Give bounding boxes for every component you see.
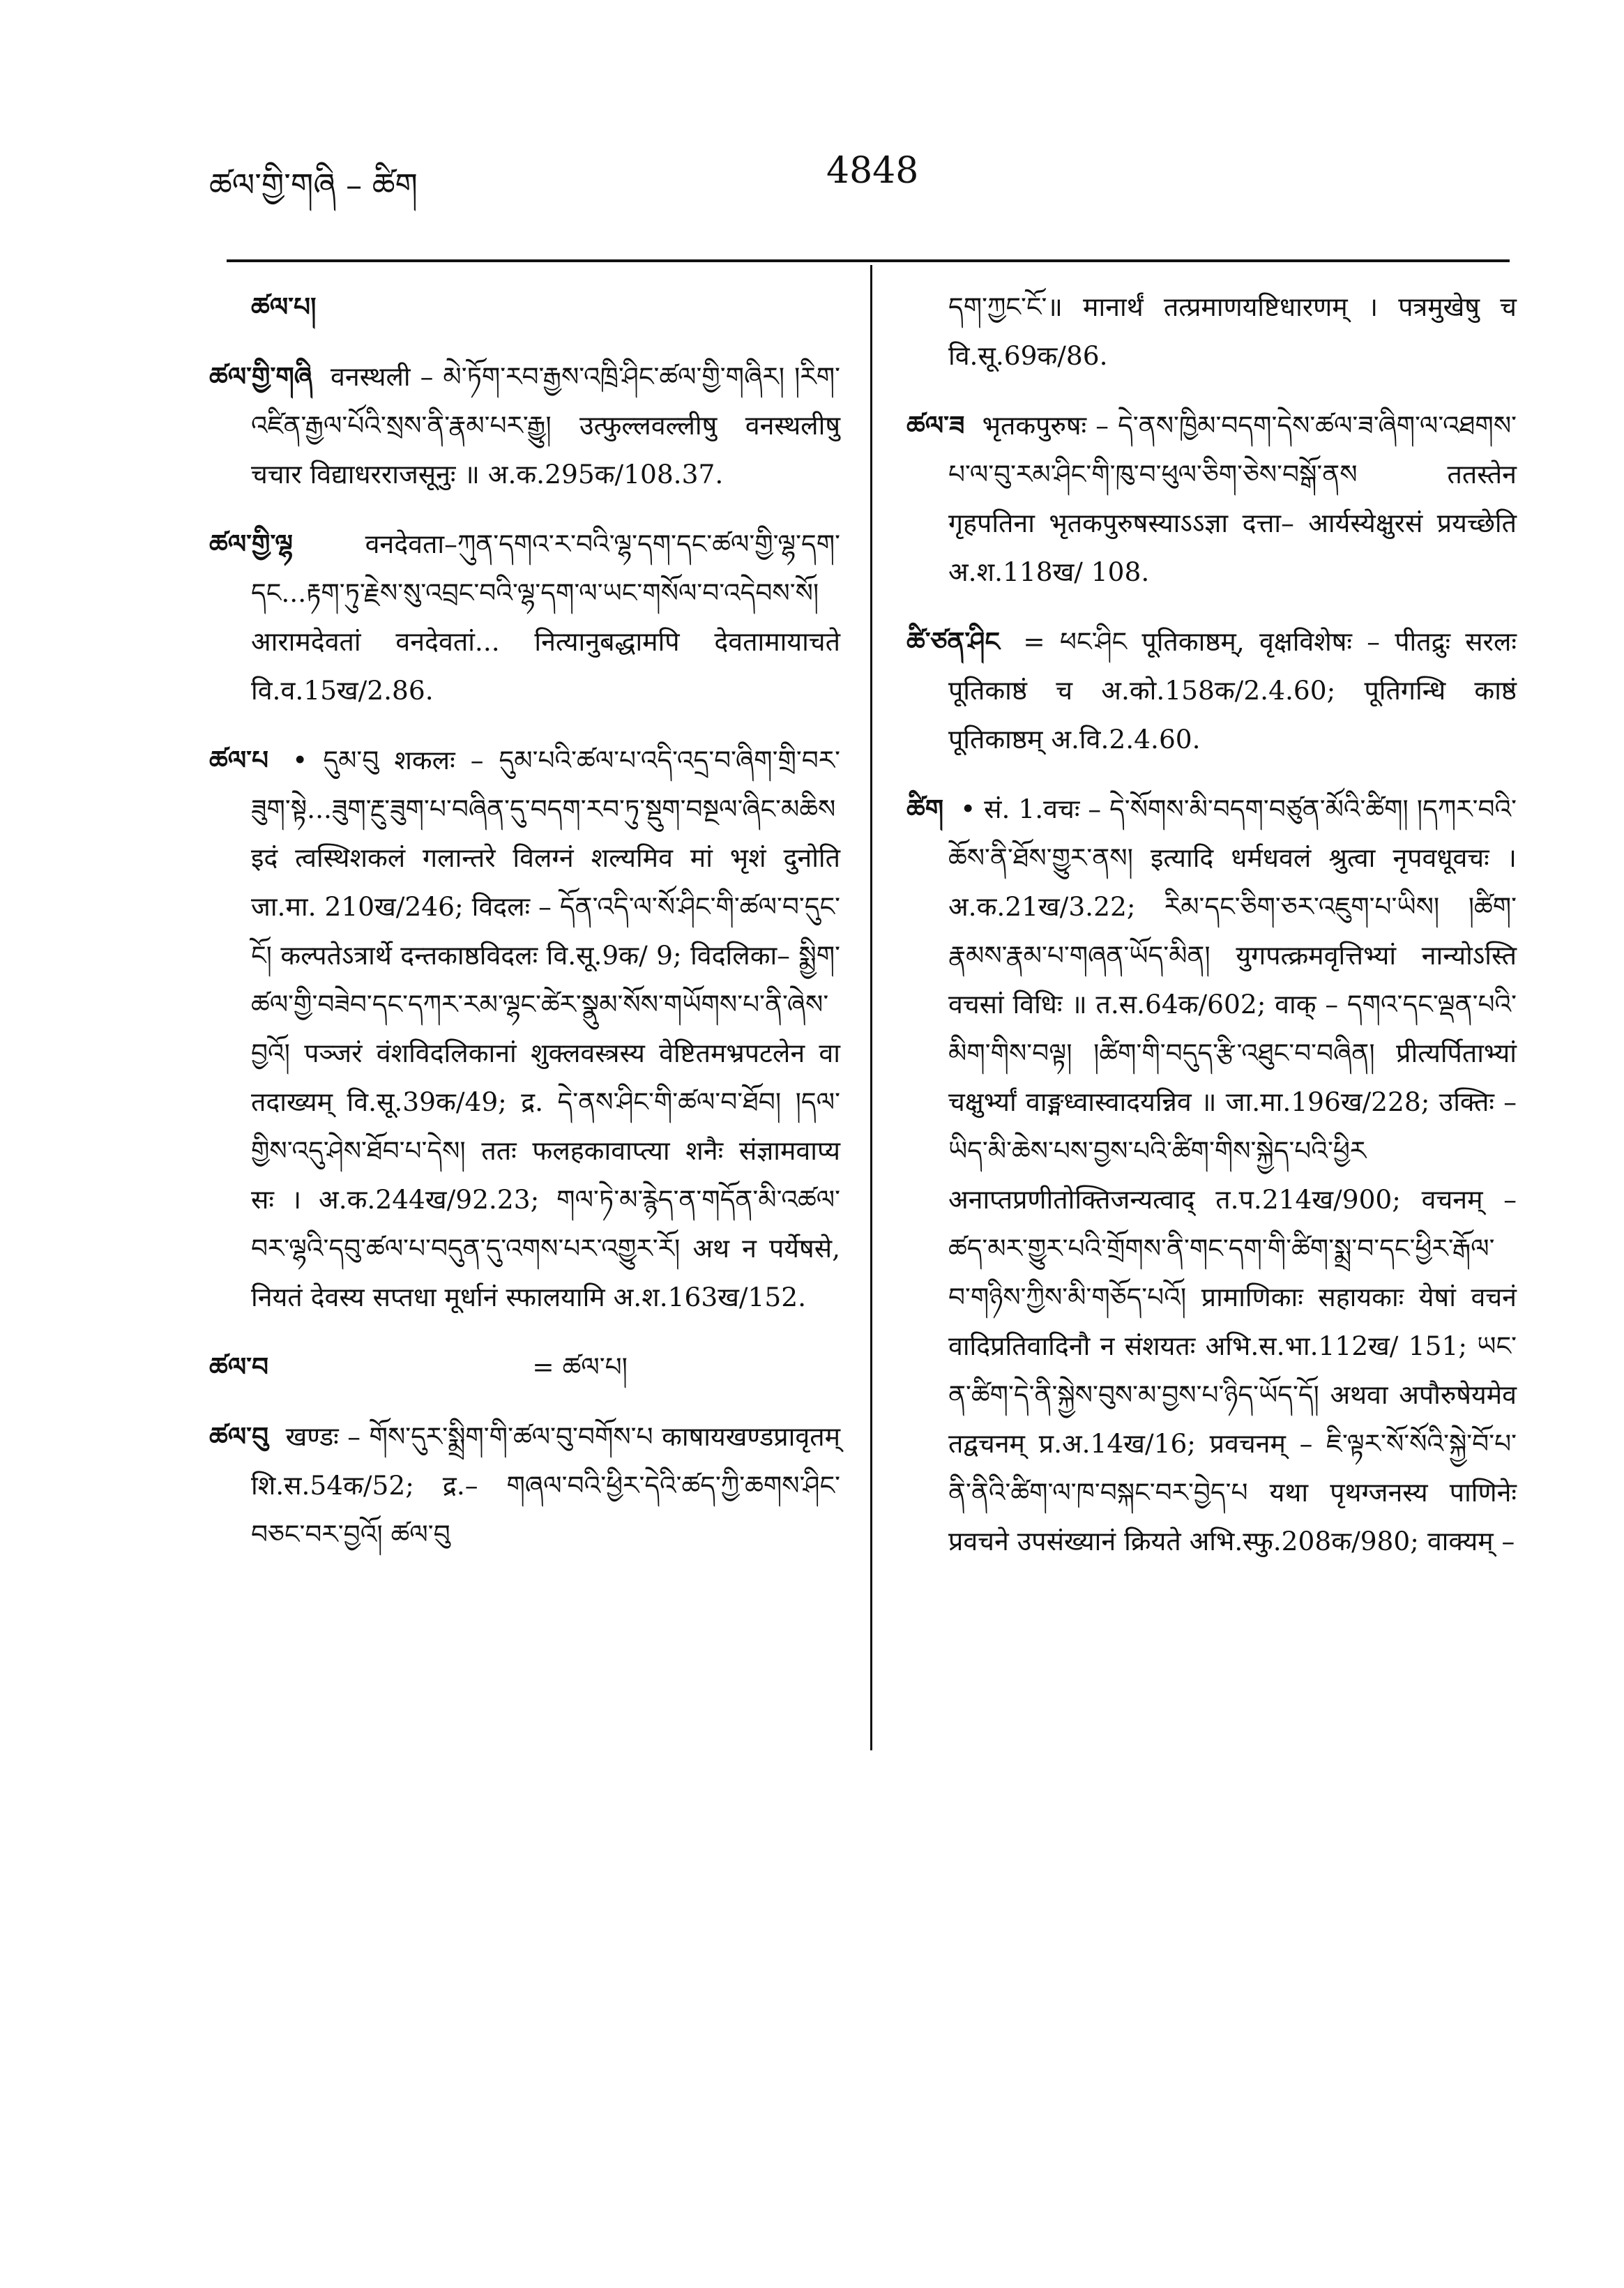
entry-headword: ཚལ་གྱི་ལྷ (209, 529, 293, 559)
dictionary-entry (906, 785, 1517, 1566)
entry-headword: ཚིག (906, 794, 944, 824)
entry-headword: ཚལ་པ། (251, 291, 317, 322)
entry-cross-reference: = ཚལ་པ། (532, 1351, 628, 1382)
dictionary-entry (209, 282, 840, 331)
entry-body: वनदेवता–ཀུན་དགའ་ར་བའི་ལྷ་དག་དང་ཚལ་གྱི་ལྷ་དག་དང...རྟག་ཏུ་རྗེས་སུ་འབྲང་བའི་ལྷ་དག་ལ་ཡང་གསོལ་བ་འདེབས་སོ། आरामदेवतां वनदेवतां... नित्यानुबद्धामपि देवतामायाचते वि.व.15ख/2.86. (251, 529, 840, 706)
entry-body: • དུམ་བུ शकलः – དུམ་པའི་ཚལ་པ་འདི་འདྲ་བ་ཞིག་གྲི་བར་ཟུག་སྟེ...ཟུག་རྔུ་ཟུག་པ་བཞིན་དུ་བདག་རབ་ཏུ་སྡུག་བསྔལ་ཞིང་མཆིས इदं त्वस्थिशकलं गलान्तरे विलग्नं शल्यमिव मां भृशं दुनोति जा.मा. 210ख/246; विदलः – དོན་འདི་ལ་སོ་ཤིང་གི་ཚལ་བ་དུང་ངོ། कल्पतेऽत्रार्थे दन्तकाष्ठविदलः वि.सू.9क/ 9; विदलिका– སྨྱིག་ཚལ་གྱི་བཟེབ་དང་དཀར་རམ་ལྷང་ཚེར་སྣུམ་སོས་གཡོགས་པ་ནི་ཞེས་བྱའོ། पञ्जरं वंशविदलिकानां शुक्लवस्त्रस्य वेष्टितमभ्रपटलेन वा तदाख्यम् वि.सू.39क/49; द्र. དེ་ནས་ཤིང་གི་ཚལ་བ་ཐོབ། །དལ་གྱིས་འདུ་ཤེས་ཐོབ་པ་དེས། ततः फलहकावाप्त्या शनैः संज्ञामवाप्य सः । अ.क.244ख/92.23; གལ་ཏེ་མ་རྙེད་ན་གདོན་མི་འཚལ་བར་ལྷའི་དབུ་ཚལ་པ་བདུན་དུ་འགས་པར་འགྱུར་རོ། अथ न पर्येषसे, नियतं देवस्य सप्तधा मूर्धानं स्फालयामि अ.श.163ख/152. (251, 745, 841, 1312)
page-number: 4848 (826, 150, 919, 192)
entry-body: भृतकपुरुषः – དེ་ནས་ཁྱིམ་བདག་དེས་ཚལ་ཟ་ཞིག་ལ་འཐགས་པ་ལ་བུ་རམ་ཤིང་གི་ཁུ་བ་ཕུལ་ཅིག་ཅེས་བསྒོ་ནས ततस्तेन गृहपतिना भृतकपुरुषस्याऽऽज्ञा दत्ता– आर्यस्येक्षुरसं प्रयच्छेति अ.श.118ख/ 108. (948, 410, 1517, 587)
entry-headword: ཚལ་བུ (209, 1421, 269, 1452)
entry-headword: ཚི་ཙན་ཤིང (906, 626, 1001, 657)
running-header: ཚལ་གྱི་གཞི – ཚིག (209, 166, 418, 204)
entry-headword: ཚལ་བ (209, 1351, 269, 1382)
left-column (209, 282, 840, 1579)
dictionary-entry (209, 736, 840, 1321)
entry-body: खण्डः – གོས་དུར་སྨྲིག་གི་ཚལ་བུ་བགོས་པ काषायखण्डप्रावृतम् शि.स.54क/52; द्र.– གཞལ་བའི་ཕྱིར་དེའི་ཚད་ཀྱི་ཆགས་ཤིང་བཅང་བར་བྱའོ། ཚལ་བུ (251, 1421, 841, 1550)
entry-headword: ཚལ་པ (209, 745, 269, 775)
column-divider (870, 265, 872, 1750)
entry-headword: ཚལ་གྱི་གཞི (209, 361, 312, 392)
dictionary-entry (209, 352, 840, 499)
dictionary-entry (906, 401, 1517, 596)
entry-body: དག་ཀྱང་ངོ་॥ मानार्थं तत्प्रमाणयष्टिधारणम् । पत्रमुखेषु च वि.सू.69क/86. (948, 291, 1517, 371)
entry-body: • सं. 1.वचः – དེ་སོགས་མི་བདག་བཙུན་མོའི་ཚིག། །དཀར་བའི་ཆོས་ནི་ཐོས་གྱུར་ནས། इत्यादि धर्मधवलं श्रुत्वा नृपवधूवचः । अ.क.21ख/3.22; རིམ་དང་ཅིག་ཅར་འཇུག་པ་ཡིས། །ཚིག་རྣམས་རྣམ་པ་གཞན་ཡོད་མིན། युगपत्क्रमवृत्तिभ्यां नान्योऽस्ति वचसां विधिः ॥ त.स.64क/602; वाक् – དགའ་དང་ལྡན་པའི་མིག་གིས་བལྟ། །ཚིག་གི་བདུད་རྩི་འཐུང་བ་བཞིན། प्रीत्यर्पिताभ्यां चक्षुर्भ्यां वाङ्मध्वास्वादयन्निव ॥ जा.मा.196ख/228; उक्तिः – ཡིད་མི་ཆེས་པས་བྱས་པའི་ཚིག་གིས་སྐྱེད་པའི་ཕྱིར अनाप्तप्रणीतोक्तिजन्यत्वाद् त.प.214ख/900; वचनम् – ཚད་མར་གྱུར་པའི་གྲོགས་ནི་གང་དག་གི་ཚིག་སྨྲ་བ་དང་ཕྱིར་རྒོལ་བ་གཉིས་ཀྱིས་མི་གཅོད་པའོ། प्रामाणिकाः सहायकाः येषां वचनं वादिप्रतिवादिनौ न संशयतः अभि.स.भा.112ख/ 151; ཡང་ན་ཚིག་དེ་ནི་སྐྱེས་བུས་མ་བྱས་པ་ཉིད་ཡོད་དོ། अथवा अपौरुषेयमेव तद्वचनम् प्र.अ.14ख/16; प्रवचनम् – ཇི་ལྟར་སོ་སོའི་སྐྱེ་བོ་པ་ནི་ནིའི་ཚིག་ལ་ཁ་བསྐང་བར་བྱེད་པ यथा पृथग्जनस्य पाणिनेः प्रवचने उपसंख्यानं क्रियते अभि.स्फु.208क/980; वाक्यम् – (948, 794, 1517, 1556)
dictionary-entry (906, 617, 1517, 764)
dictionary-entry (209, 1342, 840, 1391)
dictionary-entry-continuation (906, 282, 1517, 380)
entry-body: वनस्थली – མེ་ཏོག་རབ་རྒྱས་འཁྲི་ཤིང་ཚལ་གྱི་གཞིར། །རིག་འཛིན་རྒྱལ་པོའི་སྲས་ནི་རྣམ་པར་རྒྱུ། उत्फुल्लवल्लीषु वनस्थलीषु चचार विद्याधरराजसूनुः ॥ अ.क.295क/108.37. (251, 361, 840, 490)
dictionary-entry (209, 520, 840, 715)
dictionary-entry (209, 1412, 840, 1559)
entry-body: = ཕང་ཤིང पूतिकाष्ठम्, वृक्षविशेषः – पीतद्रुः सरलः पूतिकाष्ठं च अ.को.158क/2.4.60; पूतिगन्धि काष्ठं पूतिकाष्ठम् अ.वि.2.4.60. (948, 626, 1517, 755)
right-column (906, 282, 1517, 1586)
header-rule (227, 259, 1510, 262)
entry-headword: ཚལ་ཟ (906, 410, 965, 441)
